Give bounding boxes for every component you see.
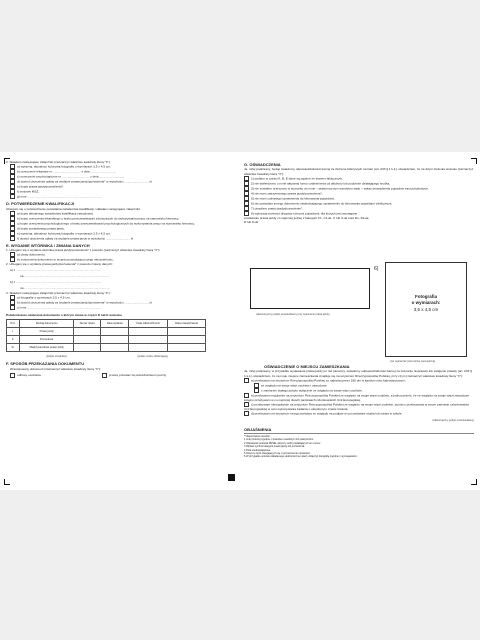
confirm-title: Potwierdzenie odebrania dokumentu o którym mowa w części D lub E wniosku: [6, 312, 122, 317]
col-header: Data odbioru/Termin: [129, 320, 168, 328]
cell-doc: Pozwolenie: [20, 336, 74, 344]
h-item[interactable]: b) przebywam regularnie na terytorium Rzeczypospolitej Polskiej ze względu na swoje więzi osobiste, a jednocześnie, że ze względu na swoje więzi zawodowe kolejno przebywam w co najmniej dwóch państwach członkowskich Unii Europejskiej,: [244, 393, 470, 402]
h-item[interactable]: d) przebywam na terytorium innego państwa ze względu na podjęte w tym państwie studia lub naukę w szkole.: [244, 411, 474, 416]
note: 5 Dotyczy osób ubiegających się o przywrócenie uprawnień.: [244, 451, 311, 455]
s2-title: 2. Składam następujące załączniki (zaznaczyć właściwe kwadraty literą "X"):: [6, 160, 111, 164]
note: 4 Pola nieobowiązkowe.: [244, 448, 271, 452]
e-2-text: 2. Ubiegam się o wydanie prawa jazdy/pozwolenia* z powodu zmiany danych:: [6, 262, 113, 267]
d-item[interactable]: b) kopię orzeczenia lekarskiego o braku przeciwwskazań zdrowotnych do wykonywania pracy na stanowisku kierowcy,: [10, 216, 236, 221]
checkbox[interactable]: [10, 236, 15, 241]
option-post[interactable]: proszę przesłać za pośrednictwem poczty: [102, 373, 166, 377]
cell-pos: I.: [7, 328, 20, 336]
section-d-intro: Ubiegam się o potwierdzenie posiadania świadectwa kwalifikacji i składam następujące załączniki:: [6, 206, 141, 211]
note: 1 Imię (imiona) zgodnie z dowodem osobistym lub paszportem.: [244, 438, 314, 442]
residence-signature: (własnoręczny podpis wnioskodawcy): [432, 419, 474, 423]
col-header: Rodzaj dokumentu: [20, 320, 74, 328]
note: 2 Obowiązek podania PESEL dotyczy osób posiadających ten numer.: [244, 441, 322, 445]
change-to-b[interactable]: na ...................................................................................................: [20, 285, 110, 290]
photo-label: Fotografia o wymiarach: 3,5 x 4,5 cm: [411, 293, 441, 312]
d-item[interactable]: c) kopię orzeczenia psychologicznego o braku przeciwwskazań psychologicznych do wykonywania pracy na stanowisku kierowcy,: [10, 221, 236, 226]
g-item[interactable]: 8) wykonuję przewóz drogowy różnymi pojazdami, dla których jest wymagane posiadanie prawa jazdy co najmniej jednej z kategorii C1, C1+E, C lub C+E oraz D1, D1+E, D lub D+E: [244, 211, 370, 225]
checkbox[interactable]: [10, 194, 15, 199]
section-g-title: G. OŚWIADCZENIA: [244, 162, 281, 167]
option-personal[interactable]: odbiorę osobiście: [10, 373, 41, 377]
change-from-a[interactable]: a) z ...................................................................................................: [10, 267, 102, 272]
divider: [244, 433, 474, 434]
official-signature: (podpis urzędnika): [46, 355, 67, 359]
e-1-item[interactable]: b) zniszczenia dokumentu w stopniu powodującym jego nieczytelność,: [10, 257, 236, 262]
s2-item[interactable]: g) inne .......................................................................................: [10, 194, 236, 199]
notes-title: OBJAŚNIENIA: [244, 426, 272, 432]
cell-doc: Prawo jazdy: [20, 328, 74, 336]
e-1-item[interactable]: a) utraty dokumentu,: [10, 252, 236, 257]
cell-empty[interactable]: [101, 328, 129, 336]
change-from-b[interactable]: b) z ...................................................................................................: [10, 279, 102, 284]
residence-section: [244, 362, 474, 459]
cell-empty[interactable]: [129, 328, 168, 336]
e-1-text: 1. Ubiegam się o wydanie wtórnika prawa jazdy/pozwolenia* z powodu (zaznaczyć właściwe kwadraty literą "X"):: [6, 248, 161, 252]
s2-item[interactable]: f) wniosek MSZ,: [10, 189, 236, 194]
d-item[interactable]: e) wyraźną, aktualną i kolorową fotografię o wymiarach 3,5 x 4,5 cm,: [10, 231, 236, 236]
signature-box-caption: (własnoręczny podpis wnioskodawcy przy wykonaniu prawa jazdy): [256, 313, 330, 316]
col-header: Data unieważnienia: [168, 320, 206, 328]
d-item[interactable]: d) kopię posiadanego prawa jazdy,: [10, 226, 236, 231]
cell-empty[interactable]: [168, 344, 206, 352]
receipt-table: [6, 319, 206, 352]
g-item[interactable]: 2) nie stwierdzono u mnie aktywnej formy uzależnienia od alkoholu lub podobnie działającego środka,: [244, 181, 474, 186]
d-list: [6, 211, 236, 241]
cell-empty[interactable]: [168, 328, 206, 336]
cell-empty[interactable]: [129, 336, 168, 344]
h-item[interactable]: a) przebywam na terytorium Rzeczypospolitej Polskiej co najmniej przez 185 dni w każdym roku kalendarzowym:: [244, 378, 474, 383]
table-row: [7, 344, 206, 352]
registration-mark: [228, 474, 235, 481]
col-header: Poz.: [7, 320, 20, 328]
g-intro: Ja, niżej podpisany, będąc świadomy odpowiedzialności karnej za złożenie fałszywych zeznań (art. 233 § 1 k.k.) oświadczam, że na dzień złożenia wniosku (zaznaczyć właściwe kwadraty literą "X"):: [244, 167, 474, 176]
e-3-text: 3. Składam następujące załączniki (zaznaczyć właściwe kwadraty literą "X"):: [6, 290, 111, 295]
note: 3 Wpisać symbol kategorii prawa jazdy lub pozwolenia.: [244, 445, 306, 449]
cell-empty[interactable]: [101, 344, 129, 352]
g-item[interactable]: 3) nie zostałem orzeczony w stosunku do mnie – prawomocnym wyrokiem sądu – zakaz prowadzenia pojazdów samochodowych,: [244, 186, 474, 191]
cell-empty[interactable]: [101, 336, 129, 344]
checkbox[interactable]: [244, 411, 249, 416]
crop-mark-br: [471, 479, 477, 485]
checkbox[interactable]: [10, 305, 15, 310]
right-column: [244, 160, 474, 224]
note: * Niepotrzebne skreślić.: [244, 434, 271, 438]
s2-item[interactable]: b) orzeczenie lekarskie nr ................................ z dnia ............................,: [10, 169, 236, 174]
e-3-item[interactable]: c) inne .......................................................................................: [10, 305, 236, 310]
h-item[interactable]: c) przebywam nieregularnie na terytorium Rzeczypospolitej Polskiej ze względu na swoje więzi osobiste, pomimo przebywania w innym państwie członkowskim Unii Europejskiej w celu wykonywania zadania o określonym czasie trwania,: [244, 402, 470, 412]
cell-empty[interactable]: [74, 336, 101, 344]
g-item[interactable]: 4) nie mam zatrzymanego prawa jazdy/pozwolenia*,: [244, 191, 474, 196]
checkbox[interactable]: [10, 373, 15, 378]
change-to-a[interactable]: na ...................................................................................................: [20, 273, 110, 278]
crop-mark-bl: [4, 479, 10, 485]
g-item[interactable]: 7) utraciłem prawo jazdy/pozwolenie*,: [244, 206, 474, 211]
cell-empty[interactable]: [74, 328, 101, 336]
e-3-item[interactable]: a) fotografię o wymiarach 3,5 x 4,5 cm,: [10, 295, 236, 300]
d-item[interactable]: a) kopię aktualnego świadectwa kwalifikacji zawodowej,: [10, 211, 236, 216]
recipient-signature: (podpis osoby odbierającej): [137, 355, 168, 359]
g-item[interactable]: 5) nie mam cofniętego uprawnienia do kierowania pojazdami,: [244, 196, 474, 201]
e-3-item[interactable]: b) dowód uiszczenia opłaty za wydanie prawa jazdy/pozwolenia* w wysokości ............................ zł,: [10, 300, 236, 305]
document-page: [0, 152, 480, 490]
e-2-fields: [6, 267, 236, 291]
signature-row: [6, 355, 236, 359]
section-d-title: D. POTWIERDZENIE KWALIFIKACJI: [6, 201, 74, 207]
checkbox[interactable]: [102, 373, 107, 378]
d-item[interactable]: f) dowód uiszczenia opłaty za wydanie prawa jazdy w wysokości ............................ zł: [10, 236, 236, 241]
col-header: Numer druku: [74, 320, 101, 328]
f-options: [6, 373, 236, 378]
s2-list: [6, 164, 236, 199]
g-list: [244, 176, 474, 225]
checkbox[interactable]: [244, 378, 249, 383]
section-f-title: F. SPOSÓB PRZEKAZANIA DOKUMENTU: [6, 361, 85, 367]
f-intro: Wnioskowany dokument (zaznaczyć właściwe kwadraty literą "X"):: [10, 366, 101, 371]
section-h-title: OŚWIADCZENIE O MIEJSCU ZAMIESZKANIA: [264, 364, 350, 369]
photo-frame: [385, 262, 467, 357]
cell-empty[interactable]: [168, 336, 206, 344]
g-item[interactable]: 6) nie posiadam innego dokumentu stwierdzającego uprawnienie do kierowania pojazdami silnikowymi,: [244, 201, 474, 206]
notes-list: [244, 435, 474, 459]
cell-empty[interactable]: [74, 344, 101, 352]
cell-empty[interactable]: [129, 344, 168, 352]
note: 6 W przypadku wniosku składanego elektronicznie należy dołączyć fotografię zgodnie z wymaganiami.: [244, 455, 358, 459]
s2-item[interactable]: c) orzeczenie psychologiczne nr ................................ z dnia ............................,: [10, 174, 236, 179]
e-1-list: [6, 252, 236, 262]
section-e-title: E. WYDANIE WTÓRNIKA / ZMIANA DANYCH: [6, 242, 90, 248]
s2-item[interactable]: e) kopię prawa jazdy/pozwolenia*,: [10, 184, 236, 189]
table-row: [7, 328, 206, 336]
photo-caption: (nie wykraczać poza ramkę wewnętrzną): [390, 360, 436, 363]
table-row: [7, 336, 206, 344]
g-item[interactable]: 1) podane w części A, B, E dane są zgodne ze stanem faktycznym,: [244, 176, 474, 181]
signature-box[interactable]: [250, 268, 370, 309]
s2-item[interactable]: d) dowód uiszczenia opłaty za wydanie prawa jazdy/pozwolenia* w wysokości ............................ zł,: [10, 179, 236, 184]
cell-doc: Międzynarodowe prawo jazdy: [20, 344, 74, 352]
h-subitem[interactable]: z zamiarem stałego pobytu wyłącznie ze względu na swoje więzi osobiste,: [244, 388, 474, 393]
h-intro: Ja, niżej podpisany, w przypadku wydawania prawa jazdy po raz pierwszy, świadomy odpowiedzialności karnej za zeznanie nieprawdy lub zatajenie prawdy (art. 233 § 1 k.k.) oświadczam, że na moje miejsce zamieszkania znajduje się na terytorium Rzeczypospolitej Polskiej, przy czym (zaznaczyć właściwe kwadraty literą "X"):: [244, 369, 472, 378]
h-subitem[interactable]: ze względu na swoje więzi osobiste i zawodowe: [244, 383, 474, 388]
col-header: Data wydania: [101, 320, 129, 328]
table-header-row: [7, 320, 206, 328]
s2-item[interactable]: a) wyraźną, aktualną i kolorową fotografię o wymiarach 3,5 x 4,5 cm,: [10, 164, 236, 169]
footnote-marker: 6): [374, 266, 379, 272]
cell-pos: III.: [7, 344, 20, 352]
e-3-list: [6, 295, 236, 310]
left-column: [6, 160, 236, 378]
cell-pos: II.: [7, 336, 20, 344]
